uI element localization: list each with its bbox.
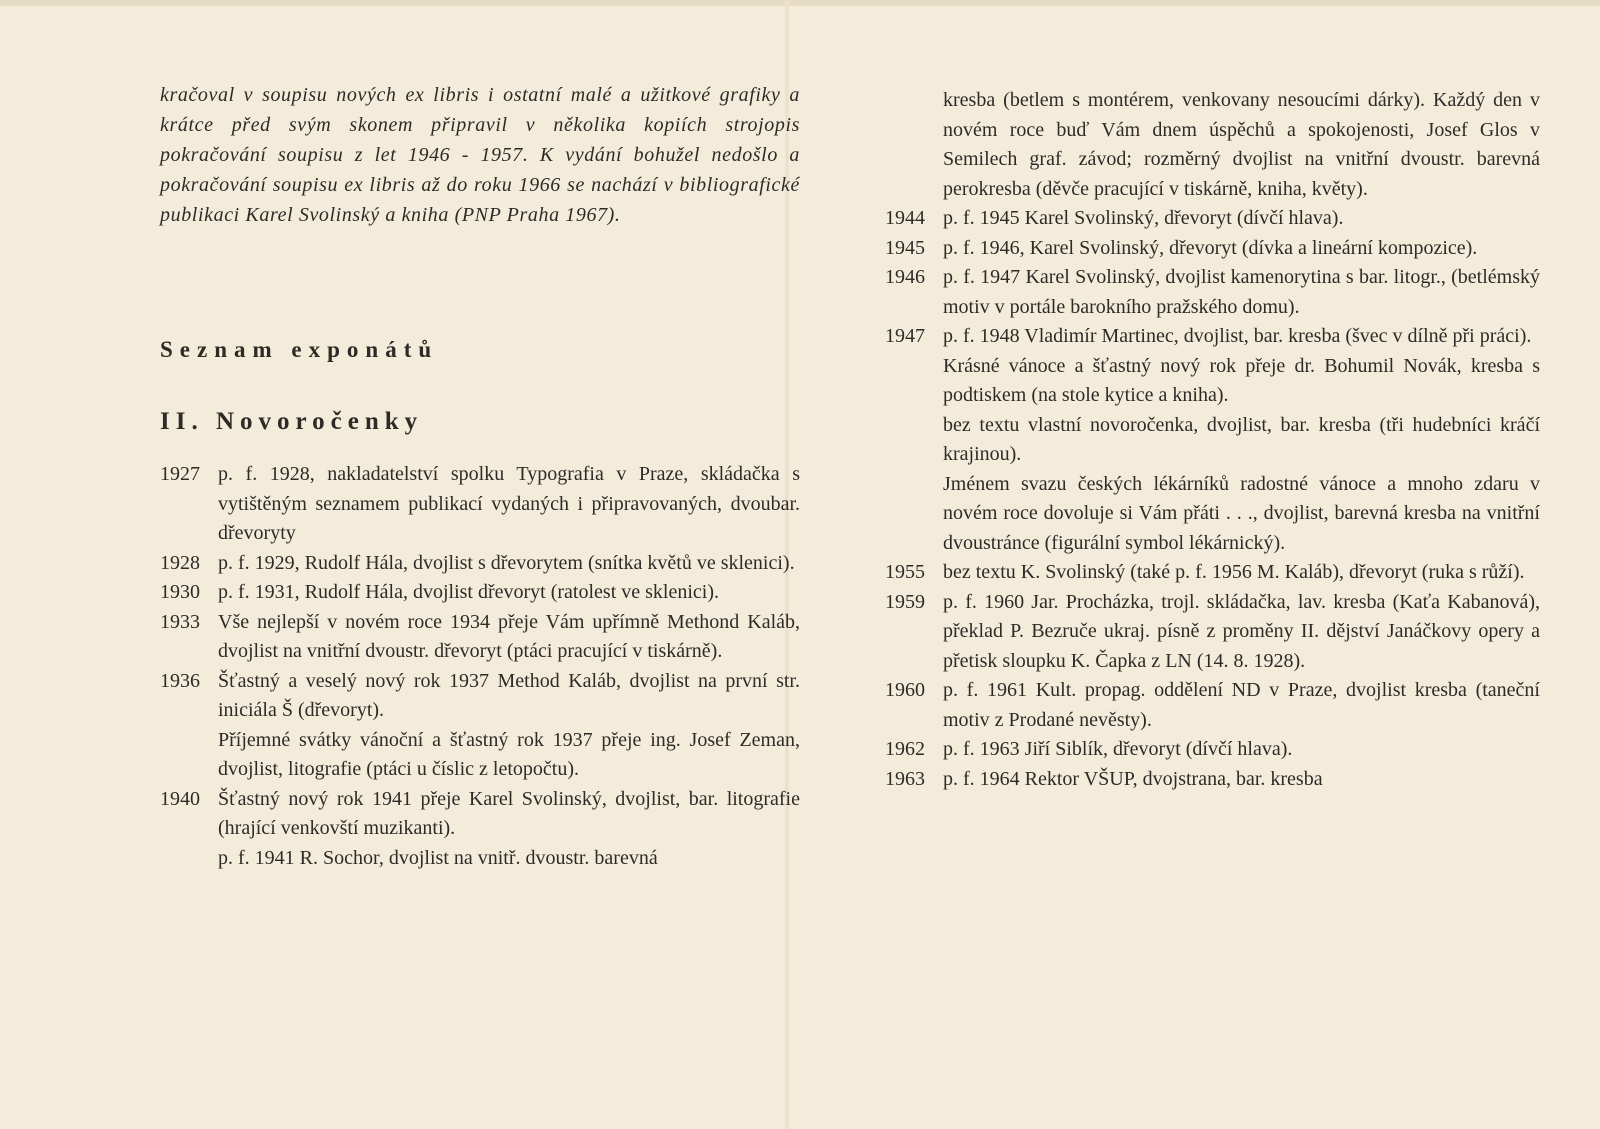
entry-text: p. f. 1964 Rektor VŠUP, dvojstrana, bar. kresba xyxy=(943,767,1323,790)
entry-text: Jménem svazu českých lékárníků radostné vánoce a mnoho zdaru v novém roce dovoluje si Vám přáti . . ., dvojlist, barevná kresba na vnitřní dvoustránce (figurální symbol lékárnický). xyxy=(943,472,1540,554)
entry-text: p. f. 1947 Karel Svolinský, dvojlist kamenorytina s bar. litogr., (betlémský motiv v portále barokního pražského domu). xyxy=(943,266,1540,318)
list-entry xyxy=(160,667,800,726)
intro-paragraph: kračoval v soupisu nových ex libris i ostatní malé a užitkové grafiky a krátce před svým skonem připravil v několika kopiích strojopis pokračování soupisu z let 1946 - 1957. K vydání bohužel nedošlo a pokračování soupisu ex libris až do roku 1966 se nachází v bibliografické publikaci Karel Svolinský a kniha (PNP Praha 1967). xyxy=(160,84,800,226)
entry-year: 1936 xyxy=(160,669,200,692)
entry-text: p. f. 1941 R. Sochor, dvojlist na vnitř. dvoustr. barevná xyxy=(218,846,658,869)
entry-year: 1955 xyxy=(885,561,925,583)
entry-year: 1928 xyxy=(160,551,200,574)
list-entry xyxy=(885,735,1540,765)
entry-text: p. f. 1931, Rudolf Hála, dvojlist dřevoryt (ratolest ve sklenici). xyxy=(218,581,720,603)
list-entry xyxy=(885,204,1540,234)
entry-text: bez textu vlastní novoročenka, dvojlist, bar. kresba (tři hudebníci kráčí krajinou). xyxy=(943,413,1540,465)
list-entry xyxy=(885,411,1540,470)
list-entry xyxy=(885,676,1540,735)
entry-year: 1963 xyxy=(885,767,925,790)
page-top-edge xyxy=(0,0,1600,6)
list-entry xyxy=(885,352,1540,411)
entry-year: 1960 xyxy=(885,679,925,701)
entry-year: 1947 xyxy=(885,325,925,347)
list-entry xyxy=(160,726,800,785)
entry-text: p. f. 1928, nakladatelství spolku Typografia v Praze, skládačka s vytištěným seznamem publikací vydaných i připravovaných, dvoubar. dřevoryty xyxy=(218,463,800,544)
list-entry xyxy=(160,578,800,608)
entry-year: 1945 xyxy=(885,236,925,259)
entry-text: p. f. 1946, Karel Svolinský, dřevoryt (dívka a lineární kompozice). xyxy=(943,236,1478,259)
entry-year: 1946 xyxy=(885,266,925,288)
entry-text: p. f. 1929, Rudolf Hála, dvojlist s dřevorytem (snítka květů ve sklenici). xyxy=(218,551,795,574)
list-entry xyxy=(885,86,1540,204)
entry-year: 1933 xyxy=(160,610,200,633)
entry-text: Šťastný a veselý nový rok 1937 Method Kaláb, dvojlist na první str. iniciála Š (dřevoryt). xyxy=(218,669,800,721)
entry-year: 1940 xyxy=(160,787,200,810)
entry-text: Vše nejlepší v novém roce 1934 přeje Vám upřímně Methond Kaláb, dvojlist na vnitřní dvoustr. dřevoryt (ptáci pracující v tiskárně). xyxy=(218,610,800,662)
list-entry xyxy=(885,588,1540,677)
entry-year: 1944 xyxy=(885,207,925,229)
list-entry xyxy=(885,765,1540,795)
entry-text: Šťastný nový rok 1941 přeje Karel Svolinský, dvojlist, bar. litografie (hrající venkovští muzikanti). xyxy=(218,787,800,839)
entry-text: p. f. 1948 Vladimír Martinec, dvojlist, bar. kresba (švec v dílně při práci). xyxy=(943,325,1532,347)
list-entry xyxy=(885,470,1540,559)
entry-year: 1927 xyxy=(160,463,200,485)
list-entry xyxy=(885,263,1540,322)
list-entry xyxy=(160,785,800,844)
entry-text: p. f. 1963 Jiří Siblík, dřevoryt (dívčí hlava). xyxy=(943,738,1293,760)
entry-year: 1962 xyxy=(885,738,925,760)
entry-year: 1930 xyxy=(160,581,200,603)
list-entry xyxy=(885,558,1540,588)
entry-text: p. f. 1960 Jar. Procházka, trojl. skládačka, lav. kresba (Kaťa Kabanová), překlad P. Bezruče ukraj. písně z proměny II. dějství Janáčkovy opery a přetisk sloupku K. Čapka z LN (14. 8. 1928). xyxy=(943,590,1540,672)
entry-text: Krásné vánoce a šťastný nový rok přeje dr. Bohumil Novák, kresba s podtiskem (na stole kytice a kniha). xyxy=(943,354,1540,406)
list-heading: Seznam exponátů xyxy=(160,337,439,362)
entry-text: Příjemné svátky vánoční a šťastný rok 1937 přeje ing. Josef Zeman, dvojlist, litografie (ptáci u číslic z letopočtu). xyxy=(218,728,800,780)
entry-text: p. f. 1945 Karel Svolinský, dřevoryt (dívčí hlava). xyxy=(943,207,1344,229)
list-entry xyxy=(160,549,800,579)
entry-text: bez textu K. Svolinský (také p. f. 1956 M. Kaláb), dřevoryt (ruka s růží). xyxy=(943,561,1525,583)
section-heading: II. Novoročenky xyxy=(160,408,424,435)
list-entry xyxy=(160,460,800,549)
list-entry xyxy=(160,844,800,874)
entry-text: kresba (betlem s montérem, venkovany nesoucími dárky). Každý den v novém roce buď Vám dnem úspěchů a spokojenosti, Josef Glos v Semilech graf. závod; rozměrný dvojlist na vnitřní dvoustr. barevná perokresba (děvče pracující v tiskárně, kniha, květy). xyxy=(943,89,1540,200)
list-entry xyxy=(885,322,1540,352)
entry-year: 1959 xyxy=(885,590,925,613)
right-entry-list xyxy=(885,86,1540,794)
list-entry xyxy=(160,608,800,667)
left-entry-list xyxy=(160,460,800,873)
list-entry xyxy=(885,234,1540,264)
entry-text: p. f. 1961 Kult. propag. oddělení ND v Praze, dvojlist kresba (taneční motiv z Prodané nevěsty). xyxy=(943,679,1540,731)
